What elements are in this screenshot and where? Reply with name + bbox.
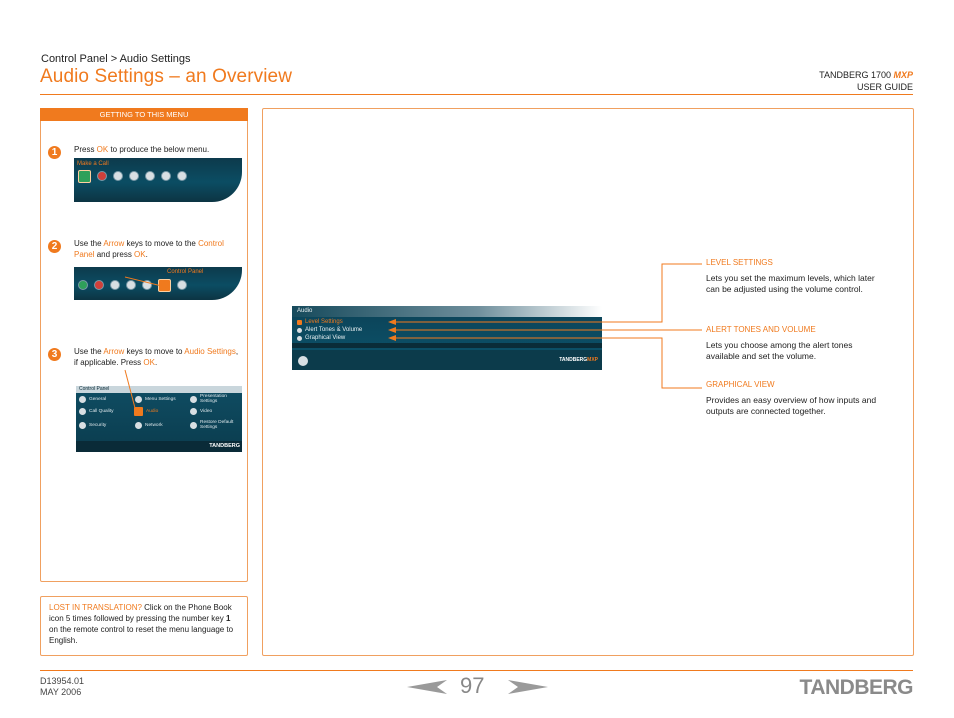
page-number: 97 (460, 673, 485, 698)
cp-item-label: Menu Settings (145, 397, 176, 402)
callout-text-level: Lets you set the maximum levels, which later can be adjusted using the volume control. (706, 273, 875, 294)
cp-item-label: Video (200, 409, 213, 414)
pointer-line-step2 (125, 277, 170, 288)
cp-item-label: General (89, 397, 107, 402)
step-1-pre: Press (74, 145, 97, 154)
previous-page-arrow-icon[interactable] (407, 679, 447, 695)
callout-line-level (394, 264, 702, 322)
step-2-pre: Use the (74, 239, 104, 248)
audio-item-label: Level Settings (305, 319, 343, 325)
make-call-label: Make a Call (77, 161, 109, 167)
callout-title-level: LEVEL SETTINGS (706, 258, 773, 267)
audio-logo-main: TANDBERG (559, 357, 588, 363)
cp-item-label: Call Quality (89, 409, 114, 414)
doc-number: D13954.01 (40, 676, 85, 686)
step-2-mid2: and press (94, 250, 135, 259)
callout-line-graphical (394, 338, 702, 388)
control-panel-label: Control Panel (167, 269, 204, 275)
step-2-key: Arrow (103, 239, 125, 248)
callout-text-alert: Lets you choose among the alert tones available and set the volume. (706, 340, 853, 361)
arrowhead-graphical (388, 335, 396, 341)
doc-id (40, 676, 84, 698)
cp-item-label: Network (145, 423, 163, 428)
step-3-key3: OK (143, 358, 155, 367)
step-2-number: 2 (48, 240, 61, 253)
page-title: Audio Settings – an Overview (40, 66, 293, 87)
audio-item-label: Graphical View (305, 335, 346, 341)
doc-date: MAY 2006 (40, 687, 82, 697)
callout-title-graphical: GRAPHICAL VIEW (706, 380, 775, 389)
step-2-mid: keys to move to the (124, 239, 199, 248)
cp-logo: TANDBERG (209, 443, 240, 449)
product-name (819, 69, 913, 93)
cp-item-label: Restore Default Settings (200, 420, 234, 430)
callout-lines (262, 108, 914, 656)
step-3-number: 3 (48, 348, 61, 361)
step-pointer-lines (40, 108, 250, 582)
cp-item-label: Presentation Settings (200, 394, 227, 404)
next-page-arrow-icon[interactable] (508, 679, 548, 695)
arrowhead-level (388, 319, 396, 325)
step-3-pre: Use the (74, 347, 104, 356)
callout-title-alert: ALERT TONES AND VOLUME (706, 325, 816, 334)
audio-item-label: Alert Tones & Volume (305, 327, 363, 333)
footer-divider (40, 670, 913, 671)
tip-box (40, 596, 248, 656)
guide-label: USER GUIDE (856, 82, 913, 92)
step-1-number: 1 (48, 146, 61, 159)
tip-title: LOST IN TRANSLATION? (49, 603, 142, 612)
step-3-post: . (154, 358, 158, 367)
cp-header: Control Panel (76, 386, 242, 393)
footer-logo: TANDBERG (799, 676, 913, 699)
header-divider (40, 94, 913, 95)
audio-header: Audio (292, 306, 602, 317)
step-1-key: OK (96, 145, 109, 154)
step-2-post: . (145, 250, 148, 259)
product-name-suffix: MXP (893, 70, 913, 80)
pointer-line-step3 (125, 370, 135, 408)
tip-text-2: on the remote control to reset the menu language to English. (49, 625, 234, 645)
callout-text-graphical: Provides an easy overview of how inputs and outputs are connected together. (706, 395, 877, 416)
step-2-key2: Control Panel (74, 239, 224, 259)
cp-item-label: Security (89, 423, 107, 428)
step-3-mid2: , if applicable. Press (74, 347, 239, 367)
cp-item-label: Audio (146, 409, 159, 414)
arrowhead-alert (388, 327, 396, 333)
section-title: GETTING TO THIS MENU (40, 108, 248, 121)
step-3-key: Arrow (103, 347, 125, 356)
step-3-key2: Audio Settings (184, 347, 236, 356)
step-3-mid: keys to move to (124, 347, 185, 356)
step-2-key3: OK (134, 250, 146, 259)
tip-text-1: Click on the Phone Book icon 5 times followed by pressing the number key (49, 603, 232, 623)
step-1-post: to produce the below menu. (108, 145, 210, 154)
tip-key: 1 (225, 614, 231, 623)
breadcrumb: Control Panel > Audio Settings (41, 53, 191, 65)
audio-logo-suffix: MXP (587, 357, 598, 363)
product-name-prefix: TANDBERG 1700 (819, 70, 894, 80)
